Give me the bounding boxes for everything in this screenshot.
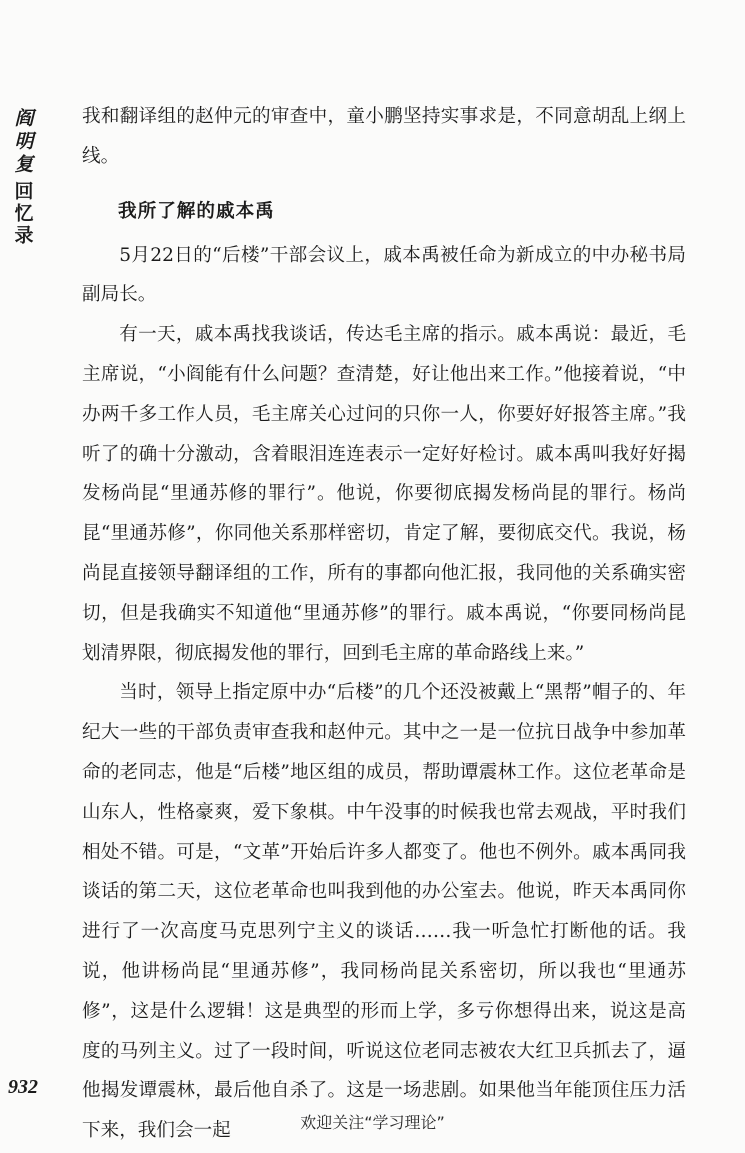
- book-title-vertical: 阎明复: [11, 108, 34, 177]
- page-body: [82, 97, 686, 1151]
- running-head-vertical: [0, 108, 44, 247]
- footer-watermark-text: 欢迎关注“学习理论”: [300, 1113, 445, 1132]
- paragraph-continuation: 我和翻译组的赵仲元的审查中，童小鹏坚持实事求是，不同意胡乱上纲上线。: [82, 106, 686, 167]
- section-paragraph-2: 有一天，戚本禹找我谈话，传达毛主席的指示。戚本禹说：最近，毛主席说，“小阎能有什么问题？查清楚，好让他出来工作。”他接着说，“中办两千多工作人员，毛主席关心过问的只你一人，你要好好报答主席。”我听了的确十分激动，含着眼泪连连表示一定好好检讨。戚本禹叫我好好揭发杨尚昆“里通苏修的罪行”。他说，你要彻底揭发杨尚昆的罪行。杨尚昆“里通苏修”，你同他关系那样密切，肯定了解，要彻底交代。我说，杨尚昆直接领导翻译组的工作，所有的事都向他汇报，我同他的关系确实密切，但是我确实不知道他“里通苏修”的罪行。戚本禹说，“你要同杨尚昆划清界限，彻底揭发他的罪行，回到毛主席的革命路线上来。”: [82, 324, 686, 664]
- page-number: 932: [8, 1076, 38, 1098]
- section-paragraph-1: 5月22日的“后楼”干部会议上，戚本禹被任命为新成立的中办秘书局副局长。: [82, 244, 686, 306]
- section-heading: 我所了解的戚本禹: [118, 200, 275, 222]
- section-paragraph-3: 当时，领导上指定原中办“后楼”的几个还没被戴上“黑帮”帽子的、年纪大一些的干部负责审查我和赵仲元。其中之一是一位抗日战争中参加革命的老同志，他是“后楼”地区组的成员，帮助谭震林工作。这位老革命是山东人，性格豪爽，爱下象棋。中午没事的时候我也常去观战，平时我们相处不错。可是，“文革”开始后许多人都变了。他也不例外。戚本禹同我谈话的第二天，这位老革命也叫我到他的办公室去。他说，昨天本禹同你进行了一次高度马克思列宁主义的谈话……我一听急忙打断他的话。我说，他讲杨尚昆“里通苏修”，我同杨尚昆关系密切，所以我也“里通苏修”，这是什么逻辑！这是典型的形而上学，多亏你想得出来，说这是高度的马列主义。过了一段时间，听说这位老同志被农大红卫兵抓去了，逼他揭发谭震林，最后他自杀了。这是一场悲剧。如果他当年能顶住压力活下来，我们会一起: [82, 682, 686, 1142]
- book-subtitle-vertical: 回忆录: [11, 181, 34, 247]
